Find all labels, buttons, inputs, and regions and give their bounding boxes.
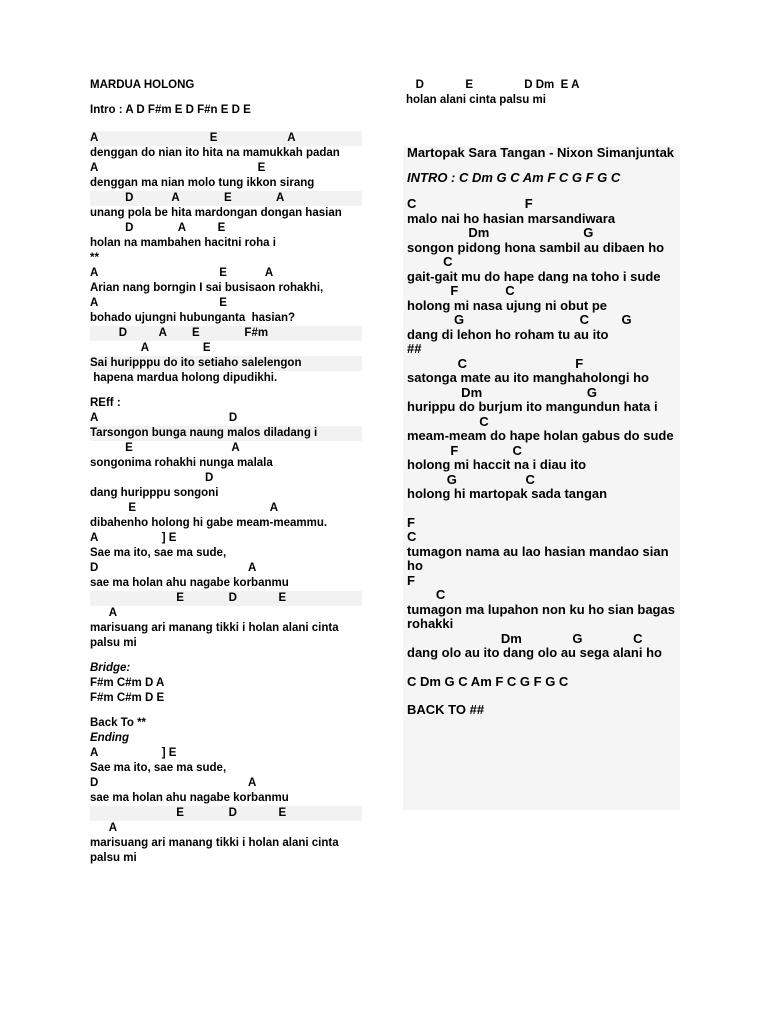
lyric-line: Sae ma ito, sae ma sude,: [90, 547, 227, 559]
lyric-line: Bridge:: [90, 662, 131, 674]
lyric-line: sae ma holan ahu nagabe korbanmu: [90, 792, 289, 804]
chord-line: D A: [90, 777, 257, 789]
lyric-line: BACK TO ##: [407, 702, 485, 717]
lyric-line: dibahenho holong hi gabe meam-meammu.: [90, 517, 328, 529]
lyric-line: **: [90, 252, 99, 264]
chord-line: D: [90, 472, 214, 484]
chord-line: A ] E: [90, 747, 177, 759]
song-mardua-holong-continued: [406, 78, 680, 108]
chord-line: E D E: [90, 591, 362, 606]
chord-line: Dm G C: [407, 630, 643, 646]
spacer: [403, 689, 680, 703]
chord-line: C: [407, 413, 489, 429]
lyric-line: dang olo au ito dang olo au sega alani ho: [407, 645, 662, 660]
lyric-line: dang di lehon ho roham tu au ito: [407, 326, 609, 342]
chord-line: A E: [90, 297, 227, 309]
lyric-line: meam-meam do hape holan gabus do sude: [407, 428, 674, 443]
lyric-line: hurippu do burjum ito mangundun hata i: [407, 399, 658, 414]
chord-line: D A E: [90, 222, 226, 234]
chord-line: F: [407, 572, 415, 588]
chord-line: E A: [90, 442, 240, 454]
chord-line: G C G: [407, 312, 632, 327]
spacer: [90, 651, 362, 661]
chord-line: F C: [407, 283, 515, 298]
chord-line: D A: [90, 562, 257, 574]
chord-line: G C: [407, 471, 535, 487]
chord-line: A E: [90, 162, 266, 174]
spacer: [403, 502, 680, 516]
lyrics-block-continued: [406, 78, 680, 108]
chord-line: A E A: [90, 267, 274, 279]
lyric-line: Tarsongon bunga naung malos diladang i: [90, 426, 362, 441]
chord-line: E D E: [90, 806, 362, 821]
lyric-line: denggan do nian ito hita na mamukkah padan: [90, 147, 340, 159]
lyric-line: denggan ma nian molo tung ikkon sirang: [90, 177, 315, 189]
chord-line: F C: [407, 442, 522, 458]
chord-line: D E D Dm E A: [406, 79, 580, 91]
lyric-line: REff :: [90, 397, 121, 409]
lyric-line: holan na mambahen hacitni roha i: [90, 237, 276, 249]
spacer: [90, 706, 362, 716]
song-martopak-sara-tangan: [403, 146, 680, 810]
lyric-line: unang pola be hita mardongan dongan hasian: [90, 207, 342, 219]
lyric-line: songonima rohakhi nunga malala: [90, 457, 273, 469]
lyric-line: gait-gait mu do hape dang na toho i sude: [407, 268, 661, 284]
chord-line: A E A: [90, 131, 362, 146]
lyrics-block: [90, 131, 362, 866]
chord-line: F#m C#m D A: [90, 677, 165, 689]
lyric-line: holong mi haccit na i diau ito: [407, 457, 587, 472]
lyric-line: tumagon nama au lao hasian mandao sian ho: [407, 543, 669, 573]
chord-line: C F: [407, 355, 584, 371]
chord-line: C Dm G C Am F C G F G C: [407, 673, 569, 689]
chord-line: D A E F#m: [90, 326, 362, 341]
chord-line: Dm G: [407, 384, 597, 400]
lyric-line: hapena mardua holong dipudikhi.: [90, 372, 278, 384]
spacer: [90, 386, 362, 396]
lyric-line: ##: [407, 341, 422, 356]
lyric-line: holong hi martopak sada tangan: [407, 486, 608, 501]
lyric-line: holong mi nasa ujung ni obut pe: [407, 297, 608, 313]
lyric-line: satonga mate au ito manghaholongi ho: [407, 370, 649, 385]
chord-line: A: [90, 822, 118, 834]
lyric-line: Sae ma ito, sae ma sude,: [90, 762, 227, 774]
lyric-line: holan alani cinta palsu mi: [406, 94, 546, 106]
chord-line: F#m C#m D E: [90, 692, 165, 704]
chord-line: A E: [90, 342, 211, 354]
intro-chords: INTRO : C Dm G C Am F C G F G C: [407, 170, 621, 185]
chord-line: C: [407, 254, 453, 269]
chord-line: D A E A: [90, 191, 362, 206]
lyric-line: marisuang ari manang tikki i holan alani cinta palsu mi: [90, 622, 339, 649]
lyric-line: malo nai ho hasian marsandiwara: [407, 210, 616, 226]
lyric-line: songon pidong hona sambil au dibaen ho: [407, 239, 665, 255]
lyric-line: dang huripppu songoni: [90, 487, 219, 499]
lyric-line: sae ma holan ahu nagabe korbanmu: [90, 577, 289, 589]
lyric-line: marisuang ari manang tikki i holan alani cinta palsu mi: [90, 837, 339, 864]
chord-line: A: [90, 607, 118, 619]
lyric-line: tumagon ma lupahon non ku ho sian bagas rohakki: [407, 601, 675, 631]
intro-chords: Intro : A D F#m E D F#n E D E: [90, 104, 251, 116]
chord-line: C F: [407, 196, 533, 211]
chord-line: E A: [90, 502, 279, 514]
chord-line: C: [407, 587, 446, 602]
lyrics-block: [403, 197, 680, 718]
chord-line: A D: [90, 412, 238, 424]
song-title: MARDUA HOLONG: [90, 79, 195, 91]
chord-line: A ] E: [90, 532, 177, 544]
song-mardua-holong: [90, 78, 362, 866]
lyric-line: bohado ujungni hubunganta hasian?: [90, 312, 296, 324]
chord-line: Dm G: [407, 225, 594, 240]
lyric-line: Sai huripppu do ito setiaho salelengon: [90, 356, 362, 371]
spacer: [403, 661, 680, 675]
song-title: Martopak Sara Tangan - Nixon Simanjuntak: [407, 145, 675, 160]
lyric-line: Arian nang borngin I sai busisaon rohakhi,: [90, 282, 324, 294]
chord-line: F: [407, 514, 415, 530]
lyric-line: Back To **: [90, 717, 147, 729]
lyric-line: Ending: [90, 732, 129, 744]
chord-line: C: [407, 529, 417, 544]
